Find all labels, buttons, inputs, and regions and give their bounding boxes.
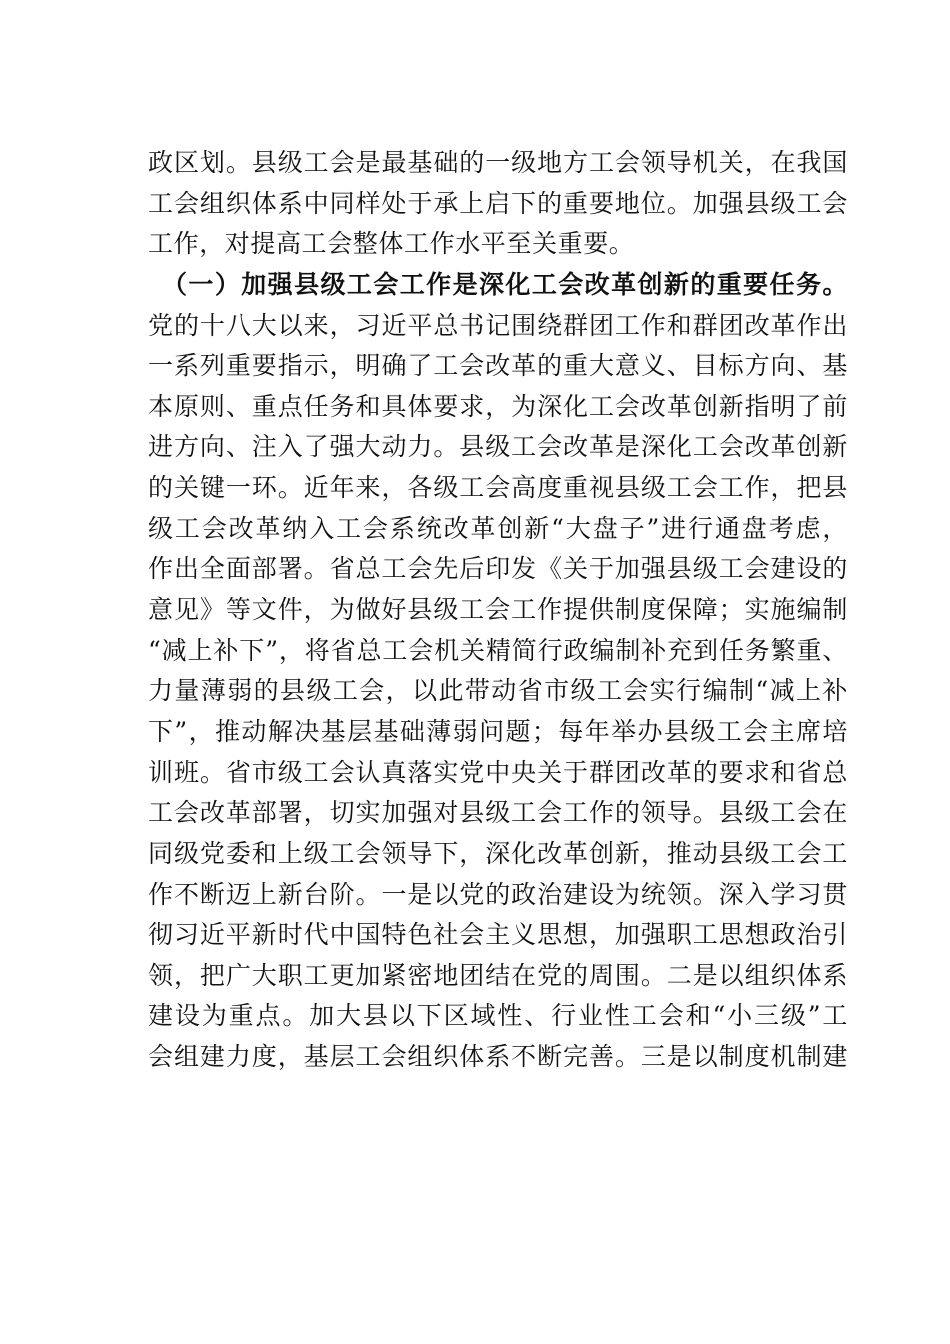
- text-line: 意见》等文件，为做好县级工会工作提供制度保障；实施编制: [148, 595, 848, 625]
- text-line: 党的十八大以来，习近平总书记围绕群团工作和群团改革作出: [148, 310, 848, 340]
- text-line: 的关键一环。近年来，各级工会高度重视县级工会工作，把县: [148, 473, 848, 503]
- text-line: 政区划。县级工会是最基础的一级地方工会领导机关，在我国: [148, 148, 848, 177]
- body-text: [148, 143, 848, 1078]
- text-line: 作不断迈上新台阶。一是以党的政治建设为统领。深入学习贯: [148, 879, 848, 909]
- text-line: 训班。省市级工会认真落实党中央关于群团改革的要求和省总: [148, 757, 848, 787]
- text-line: 领，把广大职工更加紧密地团结在党的周围。二是以组织体系: [148, 960, 848, 990]
- text-line: 工会改革部署，切实加强对县级工会工作的领导。县级工会在: [148, 798, 848, 828]
- text-line: 力量薄弱的县级工会，以此带动省市级工会实行编制“减上补: [148, 676, 848, 706]
- section-heading: （一）加强县级工会工作是深化工会改革创新的重要任务。: [162, 269, 848, 299]
- text-line: 一系列重要指示，明确了工会改革的重大意义、目标方向、基: [148, 351, 848, 381]
- text-line: “减上补下”，将省总工会机关精简行政编制补充到任务繁重、: [148, 635, 848, 665]
- text-line: 作出全面部署。省总工会先后印发《关于加强县级工会建设的: [148, 554, 848, 584]
- text-line: 建设为重点。加大县以下区域性、行业性工会和“小三级”工: [148, 1001, 848, 1031]
- text-line: 进方向、注入了强大动力。县级工会改革是深化工会改革创新: [148, 432, 848, 462]
- text-line: 工作，对提高工会整体工作水平至关重要。: [148, 229, 635, 259]
- text-line: 彻习近平新时代中国特色社会主义思想，加强职工思想政治引: [148, 920, 848, 950]
- text-line: 下”，推动解决基层基础薄弱问题；每年举办县级工会主席培: [148, 716, 848, 746]
- text-line: 本原则、重点任务和具体要求，为深化工会改革创新指明了前: [148, 391, 848, 421]
- text-line: 级工会改革纳入工会系统改革创新“大盘子”进行通盘考虑，: [148, 513, 848, 543]
- text-line: 工会组织体系中同样处于承上启下的重要地位。加强县级工会: [148, 188, 848, 218]
- text-line: 会组建力度，基层工会组织体系不断完善。三是以制度机制建: [148, 1042, 848, 1072]
- text-line: 同级党委和上级工会领导下，深化改革创新，推动县级工会工: [148, 838, 848, 868]
